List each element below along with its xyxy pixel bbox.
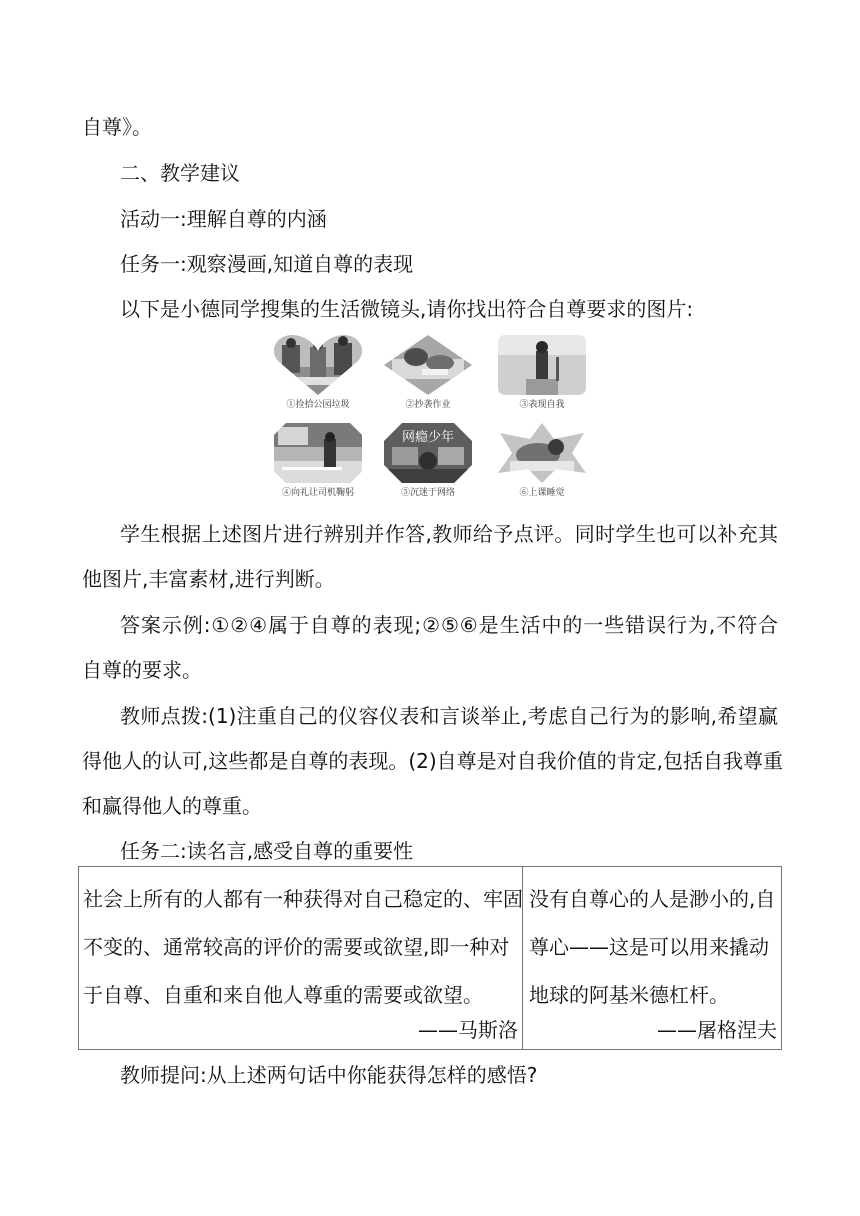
figure-1-caption: ①捡拾公园垃圾	[286, 400, 350, 410]
figure-1-image	[272, 333, 364, 397]
figure-2-image	[382, 333, 474, 397]
quote-text-line: 尊心——这是可以用来撬动	[529, 935, 769, 959]
paragraph-line: 自尊的要求。	[82, 658, 202, 682]
figure-3-image	[496, 333, 588, 397]
line-continuation: 自尊》。	[82, 115, 152, 139]
quote-text-line: 社会上所有的人都有一种获得对自己稳定的、牢固	[83, 887, 523, 911]
section-heading: 二、教学建议	[120, 161, 240, 185]
activity-heading: 活动一:理解自尊的内涵	[120, 207, 327, 231]
figure-5-image	[382, 421, 474, 485]
quote-table	[78, 866, 782, 1050]
figure-grid	[272, 333, 588, 509]
task-two-heading: 任务二:读名言,感受自尊的重要性	[120, 839, 414, 863]
figure-5-overlay-text: 网瘾少年	[401, 430, 455, 445]
figure-3-caption: ③表现自我	[519, 400, 565, 410]
paragraph-line: 和赢得他人的尊重。	[82, 794, 262, 818]
teacher-tips: 教师点拨:(1)注重自己的仪容仪表和言谈举止,考虑自己行为的影响,希望赢	[120, 704, 778, 728]
teacher-question: 教师提问:从上述两句话中你能获得怎样的感悟?	[120, 1063, 538, 1087]
figure-6-image	[496, 421, 588, 485]
quote-cell-maslow	[79, 867, 523, 1049]
task-one-heading: 任务一:观察漫画,知道自尊的表现	[120, 252, 414, 276]
task-one-prompt: 以下是小德同学搜集的生活微镜头,请你找出符合自尊要求的图片:	[120, 297, 694, 321]
paragraph-line: 得他人的认可,这些都是自尊的表现。(2)自尊是对自我价值的肯定,包括自我尊重	[82, 749, 784, 773]
quote-author: ——马斯洛	[418, 1018, 518, 1042]
figure-5-caption: ⑤沉迷于网络	[400, 488, 455, 498]
figure-4-image	[272, 421, 364, 485]
answer-example: 答案示例:①②④属于自尊的表现;②⑤⑥是生活中的一些错误行为,不符合	[120, 613, 778, 637]
paragraph-line: 学生根据上述图片进行辨别并作答,教师给予点评。同时学生也可以补充其	[120, 522, 778, 546]
figure-4-caption: ④向礼让司机鞠躬	[281, 488, 354, 498]
figure-2-caption: ②抄袭作业	[405, 400, 451, 410]
quote-author: ——屠格涅夫	[657, 1018, 777, 1042]
paragraph-line: 他图片,丰富素材,进行判断。	[82, 567, 335, 591]
quote-text-line: 不变的、通常较高的评价的需要或欲望,即一种对	[83, 935, 510, 959]
quote-text-line: 没有自尊心的人是渺小的,自	[529, 887, 776, 911]
quote-cell-turgenev	[525, 867, 781, 1049]
quote-text-line: 地球的阿基米德杠杆。	[529, 983, 729, 1007]
quote-text-line: 于自尊、自重和来自他人尊重的需要或欲望。	[83, 983, 483, 1007]
figure-6-caption: ⑥上课睡觉	[519, 488, 565, 498]
